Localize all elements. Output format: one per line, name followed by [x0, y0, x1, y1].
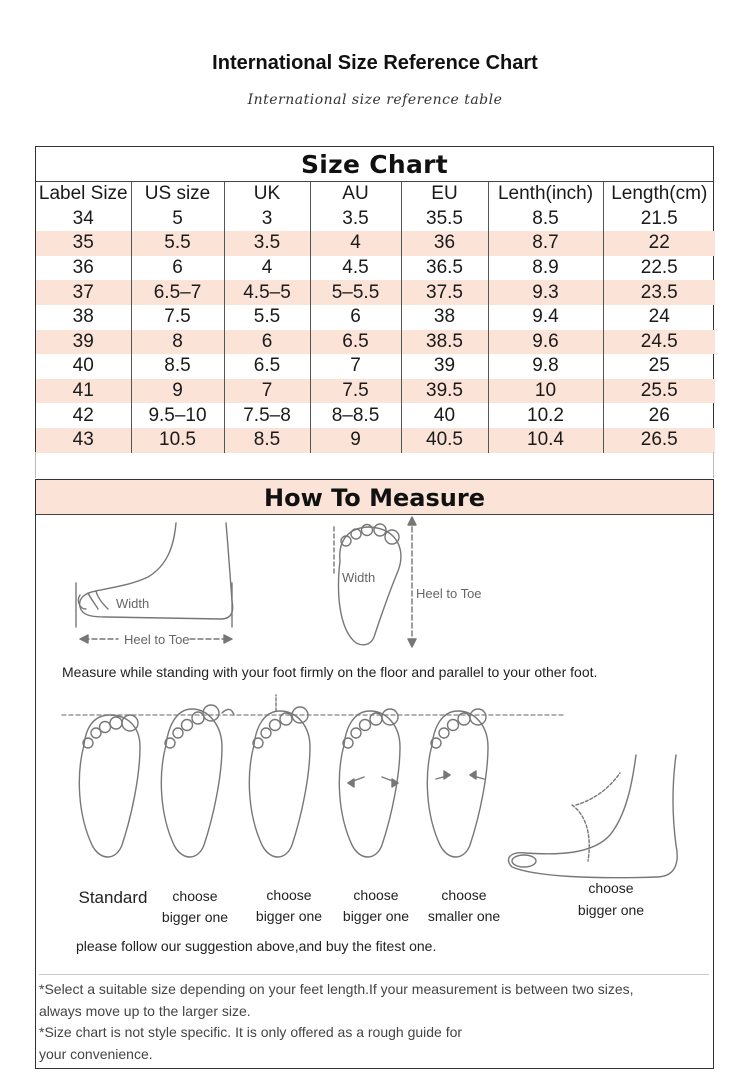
table-cell: 36: [401, 231, 488, 256]
foot-label-2-line2: bigger one: [255, 908, 323, 924]
size-chart: [35, 146, 714, 452]
how-to-measure: [35, 479, 714, 1069]
size-table: [36, 182, 715, 453]
table-cell: 8.5: [488, 207, 603, 232]
table-cell: 8–8.5: [310, 403, 401, 428]
table-row: [36, 256, 715, 281]
table-cell: 7.5: [131, 305, 224, 330]
table-cell: 41: [36, 379, 131, 404]
table-row: [36, 231, 715, 256]
column-header: US size: [131, 182, 224, 207]
note-line: always move up to the larger size.: [39, 1002, 251, 1019]
table-cell: 42: [72, 404, 94, 426]
table-cell: 22: [603, 231, 715, 256]
foot-label-5-line1: choose: [588, 880, 634, 896]
table-cell: 26: [603, 403, 715, 428]
table-row: [36, 280, 715, 305]
table-cell: 38.5: [401, 330, 488, 355]
foot-bigger-3-illustration: [339, 709, 400, 857]
table-cell: 9.4: [488, 305, 603, 330]
table-cell: 6.5–7: [131, 280, 224, 305]
size-chart-title: Size Chart: [36, 147, 713, 182]
foot-label-4-line1: choose: [441, 887, 487, 903]
foot-smaller-illustration: [427, 709, 488, 857]
table-cell: 6.5: [224, 354, 310, 379]
column-header: Label Size: [38, 183, 128, 205]
table-cell: 3: [224, 207, 310, 232]
side-view-length-label: Heel to Toe: [124, 632, 190, 647]
foot-label-5-line2: bigger one: [577, 902, 645, 918]
table-cell: 8.9: [488, 256, 603, 281]
table-cell: 5: [131, 207, 224, 232]
table-row: [36, 305, 715, 330]
foot-bigger-1-illustration: [161, 705, 234, 857]
side-view-width-label: Width: [116, 596, 150, 611]
table-cell: 37: [36, 280, 131, 305]
foot-label-4-line2: smaller one: [427, 908, 501, 924]
table-cell: 35: [36, 231, 131, 256]
table-cell: 40: [401, 403, 488, 428]
table-cell: 6: [310, 305, 401, 330]
column-header: Length(cm): [603, 182, 715, 207]
table-cell: 37.5: [401, 280, 488, 305]
table-cell: 26.5: [603, 428, 715, 453]
column-header: Lenth(inch): [488, 182, 603, 207]
table-cell: 10.2: [488, 403, 603, 428]
column-header: AU: [310, 182, 401, 207]
table-cell: 4: [224, 256, 310, 281]
page-title: International Size Reference Chart: [212, 52, 538, 74]
table-cell: 5–5.5: [310, 280, 401, 305]
table-cell: 3.5: [224, 231, 310, 256]
table-cell: 9.6: [488, 330, 603, 355]
side-view-foot-illustration: [76, 523, 233, 643]
foot-label-1-line2: bigger one: [161, 909, 229, 925]
table-cell: 8: [131, 330, 224, 355]
table-cell: 36: [72, 257, 94, 279]
table-cell: 39: [36, 330, 131, 355]
table-cell: 40: [72, 355, 94, 377]
side-foot-sock-illustration: [508, 755, 677, 878]
table-cell: 9.3: [488, 280, 603, 305]
table-body: [36, 207, 715, 453]
table-cell: 7: [310, 354, 401, 379]
foot-label-2-line1: choose: [266, 887, 312, 903]
table-row: [36, 207, 715, 232]
how-to-measure-title: How To Measure: [36, 480, 713, 515]
note-line: *Size chart is not style specific. It is only offered as a rough guide for: [39, 1024, 463, 1040]
table-cell: 43: [36, 428, 131, 453]
table-cell: 25.5: [603, 379, 715, 404]
table-cell: 35.5: [401, 207, 488, 232]
table-cell: 3.5: [310, 207, 401, 232]
table-row: [36, 403, 715, 428]
table-row: [36, 379, 715, 404]
foot-bigger-2-illustration: [249, 695, 310, 857]
foot-label-1-line1: choose: [172, 888, 218, 904]
table-cell: 8.7: [488, 231, 603, 256]
table-cell: 25: [603, 354, 715, 379]
spacer: [35, 452, 714, 478]
table-cell: 9: [131, 379, 224, 404]
table-cell: 22.5: [603, 256, 715, 281]
table-cell: 7.5: [310, 379, 401, 404]
foot-standard-illustration: [79, 715, 140, 857]
note-line: your convenience.: [39, 1045, 153, 1062]
table-cell: 23.5: [603, 280, 715, 305]
table-cell: 4.5–5: [224, 280, 310, 305]
table-row: [36, 354, 715, 379]
table-cell: 5.5: [224, 305, 310, 330]
table-cell: 39.5: [401, 379, 488, 404]
table-cell: 8.5: [131, 354, 224, 379]
table-cell: 24.5: [603, 330, 715, 355]
column-header: EU: [401, 182, 488, 207]
table-cell: 38: [401, 305, 488, 330]
table-cell: 6.5: [310, 330, 401, 355]
table-cell: 9: [310, 428, 401, 453]
follow-suggestion: please follow our suggestion above,and buy the fitest one.: [76, 938, 437, 954]
table-cell: 9.8: [488, 354, 603, 379]
table-cell: 7.5–8: [224, 403, 310, 428]
sole-view-width-label: Width: [342, 570, 376, 585]
table-cell: 36.5: [401, 256, 488, 281]
table-cell: 39: [401, 354, 488, 379]
table-cell: 4.5: [310, 256, 401, 281]
note-line: *Select a suitable size depending on your feet length.If your measurement is between two sizes,: [39, 981, 634, 997]
table-cell: 10.5: [131, 428, 224, 453]
table-row: [36, 428, 715, 453]
foot-label-standard: Standard: [78, 888, 148, 907]
table-header-row: [36, 182, 715, 207]
size-notes: [39, 974, 709, 1065]
table-cell: 5.5: [131, 231, 224, 256]
column-header: UK: [224, 182, 310, 207]
table-cell: 34: [72, 207, 94, 229]
sole-view-length-label: Heel to Toe: [416, 586, 482, 601]
page-subtitle: International size reference table: [247, 92, 503, 108]
table-cell: 24: [603, 305, 715, 330]
table-cell: 10.4: [488, 428, 603, 453]
table-cell: 6: [224, 330, 310, 355]
table-cell: 40.5: [401, 428, 488, 453]
table-cell: 21.5: [603, 207, 715, 232]
table-cell: 38: [72, 306, 94, 328]
measure-instruction: Measure while standing with your foot firmly on the floor and parallel to your other foot.: [62, 664, 598, 680]
table-cell: 9.5–10: [131, 403, 224, 428]
table-row: [36, 330, 715, 355]
foot-label-3-line1: choose: [353, 887, 399, 903]
table-cell: 7: [224, 379, 310, 404]
foot-label-3-line2: bigger one: [342, 908, 410, 924]
table-cell: 10: [488, 379, 603, 404]
table-cell: 8.5: [224, 428, 310, 453]
table-cell: 6: [131, 256, 224, 281]
table-cell: 4: [310, 231, 401, 256]
